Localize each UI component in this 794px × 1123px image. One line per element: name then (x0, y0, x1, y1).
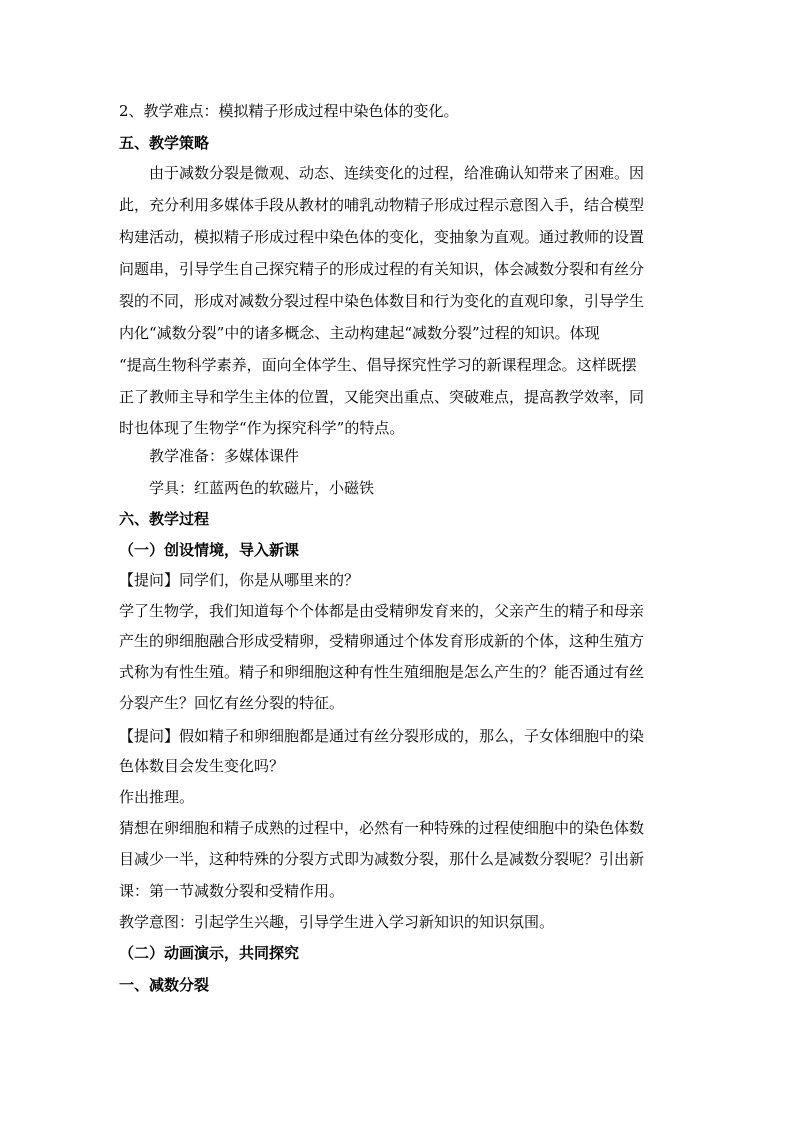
learning-tools-line: 学具：红蓝两色的软磁片，小磁铁 (149, 479, 375, 497)
body-paragraph-line: 猜想在卵细胞和精子成熟的过程中，必然有一种特殊的过程使细胞中的染色体数 (119, 819, 645, 837)
question-line: 【提问】假如精子和卵细胞都是通过有丝分裂形成的，那么，子女体细胞中的染 (119, 727, 645, 745)
strategy-paragraph-line: 内化“减数分裂”中的诸多概念、主动构建起“减数分裂”过程的知识。体现 (119, 324, 600, 342)
subsection-heading-intro: （一）创设情境，导入新课 (119, 541, 300, 559)
body-paragraph-line: 产生的卵细胞融合形成受精卵，受精卵通过个体发育形成新的个体，这种生殖方 (119, 632, 645, 650)
body-paragraph-line: 课：第一节减数分裂和受精作用。 (119, 882, 345, 900)
strategy-paragraph-line: 问题串，引导学生自己探究精子的形成过程的有关知识，体会减数分裂和有丝分 (119, 260, 645, 278)
strategy-paragraph-line: 此，充分利用多媒体手段从教材的哺乳动物精子形成过程示意图入手，结合模型 (119, 196, 645, 214)
body-paragraph-line: 式称为有性生殖。精子和卵细胞这种有性生殖细胞是怎么产生的？能否通过有丝 (119, 663, 645, 681)
body-paragraph-line: 作出推理。 (119, 788, 195, 806)
strategy-paragraph-line: 时也体现了生物学“作为探究科学”的特点。 (119, 419, 405, 437)
strategy-paragraph-line: 由于减数分裂是微观、动态、连续变化的过程，给准确认知带来了困难。因 (149, 164, 645, 182)
strategy-paragraph-line: 正了教师主导和学生主体的位置，又能突出重点、突破难点，提高教学效率，同 (119, 388, 645, 406)
teaching-preparation-line: 教学准备：多媒体课件 (149, 447, 300, 465)
teaching-intent-line: 教学意图：引起学生兴趣，引导学生进入学习新知识的知识氛围。 (119, 913, 555, 931)
section-heading-strategy: 五、教学策略 (119, 134, 210, 152)
body-paragraph-line: 目减少一半，这种特殊的分裂方式即为减数分裂，那什么是减数分裂呢？引出新 (119, 850, 645, 868)
subsection-heading-animation: （二）动画演示，共同探究 (119, 944, 300, 962)
body-paragraph-line: 学了生物学，我们知道每个个体都是由受精卵发育来的，父亲产生的精子和母亲 (119, 602, 645, 620)
body-paragraph-line: 色体数目会发生变化吗？ (119, 757, 285, 775)
section-heading-process: 六、教学过程 (119, 510, 210, 528)
strategy-paragraph-line: 构建活动，模拟精子形成过程中染色体的变化，变抽象为直观。通过教师的设置 (119, 228, 645, 246)
body-paragraph-line: 分裂产生？回忆有丝分裂的特征。 (119, 694, 345, 712)
strategy-paragraph-line: 裂的不同，形成对减数分裂过程中染色体数目和行为变化的直观印象，引导学生 (119, 292, 645, 310)
question-line: 【提问】同学们，你是从哪里来的？ (119, 571, 360, 589)
strategy-paragraph-line: “提高生物科学素养，面向全体学生、倡导探究性学习的新课程理念。这样既摆 (119, 356, 637, 374)
teaching-difficulty-line: 2、教学难点：模拟精子形成过程中染色体的变化。 (119, 102, 459, 120)
heading-meiosis: 一、减数分裂 (119, 976, 210, 994)
